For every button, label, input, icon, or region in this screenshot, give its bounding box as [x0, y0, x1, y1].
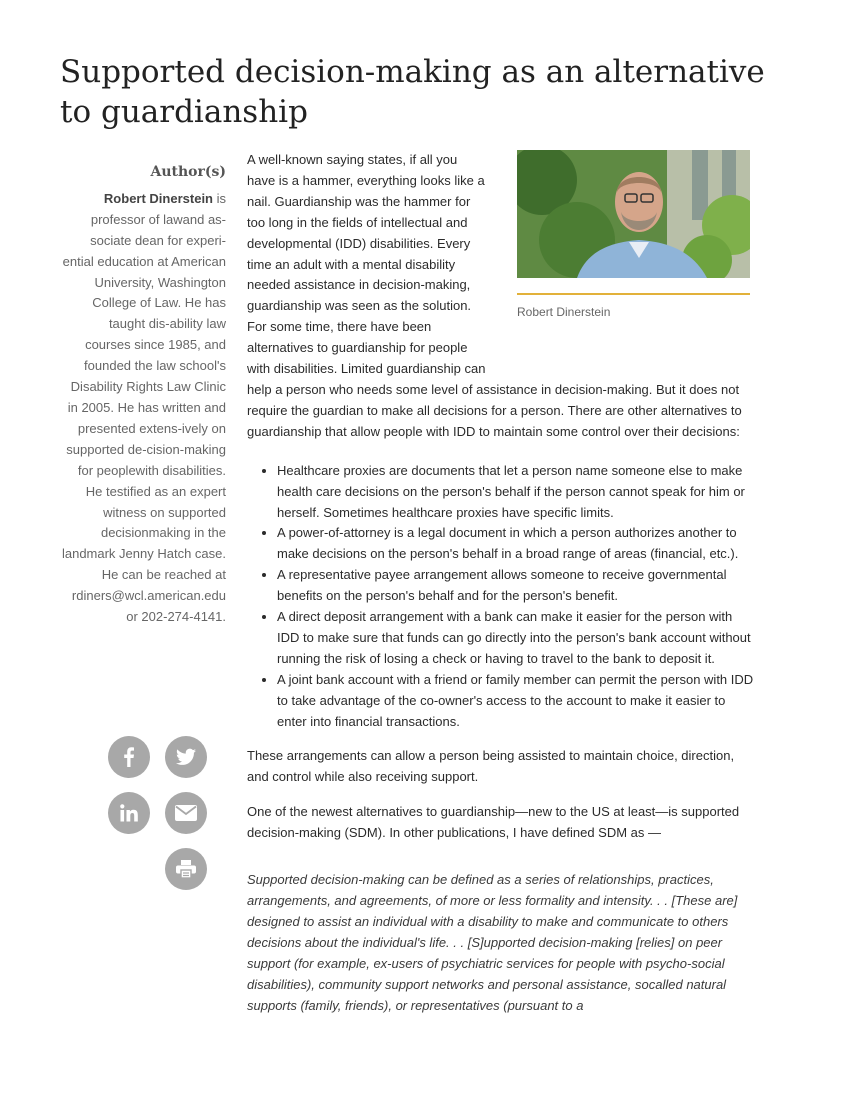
intro-paragraph: A well-known saying states, if all you have is a hammer, everything looks like a nail. Guardianship was the hammer for too long in the fields of intellectual and developmental (IDD) disabilities. Every time an adult with a mental disability needed assistance in decision-making, guardianship was seen as the solution. For some time, there have been alternatives to guardianship for people with disabilities. Limited guardianship can help a person who needs some level of assistance in decision-making. But it does not require the guardian to make all decisions for a person. There are other alternatives to guardianship that allow people with IDD to maintain some control over their decisions:	[247, 152, 742, 439]
email-icon	[175, 805, 197, 821]
alternatives-list	[247, 461, 757, 733]
linkedin-share-button[interactable]	[108, 792, 150, 834]
list-item: • A power-of-attorney is a legal document in which a person authorizes another to make decisions on the person's behalf in a broad range of areas (financial, etc.).	[277, 523, 757, 565]
author-heading: Author(s)	[150, 164, 226, 180]
author-name: Robert Dinerstein	[103, 190, 213, 206]
article-title: Supported decision-making as an alternative to guardianship	[60, 54, 765, 130]
twitter-share-button[interactable]	[165, 736, 207, 778]
author-sidebar	[60, 162, 226, 628]
photo-spacer	[487, 150, 757, 372]
paragraph-sdm-intro: One of the newest alternatives to guardianship—new to the US at least—is supported decision-making (SDM). In other publications, I have defined SDM as —	[247, 804, 740, 841]
author-bio	[60, 189, 226, 628]
facebook-icon	[120, 747, 138, 767]
linkedin-icon	[120, 804, 138, 822]
article-body	[247, 150, 757, 1016]
print-button[interactable]	[165, 848, 207, 890]
twitter-icon	[176, 748, 196, 766]
facebook-share-button[interactable]	[108, 736, 150, 778]
list-item: • A representative payee arrangement allows someone to receive governmental benefits on the person's behalf and for the person's benefit.	[277, 565, 757, 607]
print-icon	[176, 860, 196, 878]
list-item: • A joint bank account with a friend or family member can permit the person with IDD to take advantage of the co-owner's access to the account to make it easier to enter into financial transactions.	[277, 670, 757, 733]
photo-caption: Robert Dinerstein	[517, 305, 611, 319]
email-share-button[interactable]	[165, 792, 207, 834]
sdm-definition-quote: Supported decision-making can be defined as a series of relationships, practices, arrangements, and agreements, of more or less formality and intensity. . . [These are] designed to assist an individual with a disability to make and communicate to others decisions about the individual's life. . . [S]upported decision-making [relies] on peer support (for example, ex-users of psychiatric services for people with psycho-social disabilities), community support networks and personal assistance, socalled natural supports (family, friends), or representatives (pursuant to a	[247, 872, 738, 1013]
paragraph-arrangements: These arrangements can allow a person being assisted to maintain choice, direction, and control while also receiving support.	[247, 748, 735, 785]
author-bio-text: is professor of lawand as-sociate dean for experi-ential education at American University, Washington College of Law. He has taught dis-ability law courses since 1985, and founded the law school's Disability Rights Law Clinic in 2005. He has written and presented extens-ively on supported de-cision-making for peoplewith disabilities. He testified as an expert witness on supported decisionmaking in the landmark Jenny Hatch case. He can be reached at rdiners@wcl.american.edu or 202-274-4141.	[61, 190, 226, 625]
list-item: • A direct deposit arrangement with a bank can make it easier for the person with IDD to make sure that funds can go directly into the person's bank account without running the risk of losing a check or having to travel to the bank to deposit it.	[277, 607, 757, 670]
list-item: • Healthcare proxies are documents that let a person name someone else to make health care decisions on the person's behalf if the person cannot speak for him or herself. Sometimes healthcare proxies have specific limits.	[277, 461, 757, 524]
